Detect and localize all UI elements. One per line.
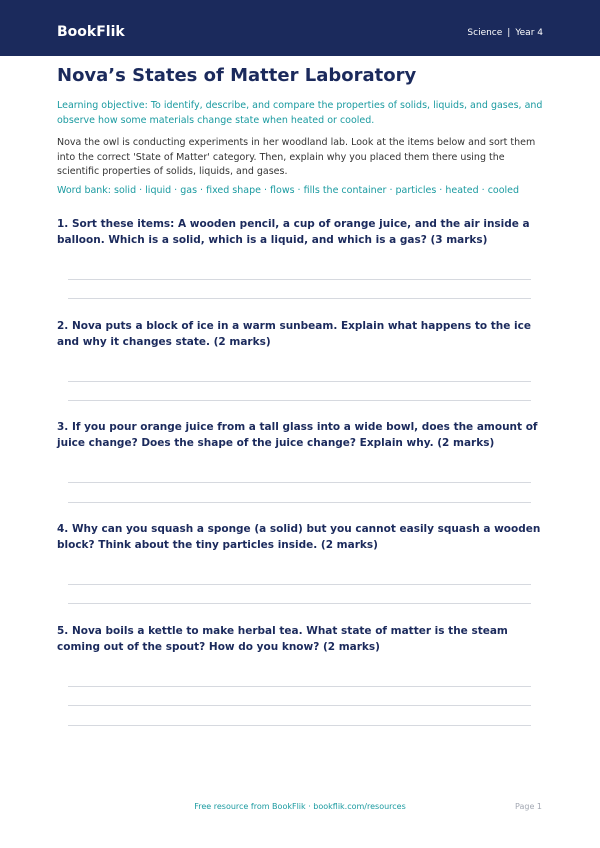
intro-paragraph: Nova the owl is conducting experiments in her woodland lab. Look at the items below and sort them into the correct 'State of Matter' category. Then, explain why you placed them there using the scientific properties of solids, liquids, and gases.	[57, 137, 536, 177]
answer-line[interactable]	[68, 686, 531, 687]
answer-line[interactable]	[68, 584, 531, 585]
answer-line[interactable]	[68, 502, 531, 503]
answer-line[interactable]	[68, 279, 531, 280]
answer-line[interactable]	[68, 381, 531, 382]
answer-line[interactable]	[68, 725, 531, 726]
page-number: Page 1	[515, 802, 542, 811]
answer-line[interactable]	[68, 705, 531, 706]
meta-separator: |	[507, 28, 511, 38]
answer-line[interactable]	[68, 482, 531, 483]
question-text: 4. Why can you squash a sponge (a solid) but you cannot easily squash a wooden block? Think about the tiny particles inside. (2 marks)	[57, 523, 541, 551]
answer-line[interactable]	[68, 400, 531, 401]
answer-line[interactable]	[68, 603, 531, 604]
question-text: 5. Nova boils a kettle to make herbal tea. What state of matter is the steam coming out of the spout? How do you know? (2 marks)	[57, 625, 508, 653]
year-label: Year 4	[515, 28, 543, 38]
footer-resource-link[interactable]: Free resource from BookFlik · bookflik.com/resources	[194, 802, 406, 811]
learning-objective: Learning objective: To identify, describe, and compare the properties of solids, liquids, and gases, and observe how some materials change state when heated or cooled.	[57, 100, 543, 126]
brand-logo: BookFlik	[57, 24, 125, 40]
subject-label: Science	[467, 28, 503, 38]
worksheet-title: Nova’s States of Matter Laboratory	[57, 65, 417, 86]
subject-year-label	[467, 27, 543, 39]
question-text: 2. Nova puts a block of ice in a warm sunbeam. Explain what happens to the ice and why it changes state. (2 marks)	[57, 320, 531, 348]
word-bank: Word bank: solid · liquid · gas · fixed shape · flows · fills the container · particles · heated · cooled	[57, 185, 520, 196]
page-header	[0, 0, 600, 56]
question-text: 1. Sort these items: A wooden pencil, a cup of orange juice, and the air inside a balloon. Which is a solid, which is a liquid, and which is a gas? (3 marks)	[57, 218, 530, 246]
question-text: 3. If you pour orange juice from a tall glass into a wide bowl, does the amount of juice change? Does the shape of the juice change? Explain why. (2 marks)	[57, 421, 538, 449]
answer-line[interactable]	[68, 298, 531, 299]
